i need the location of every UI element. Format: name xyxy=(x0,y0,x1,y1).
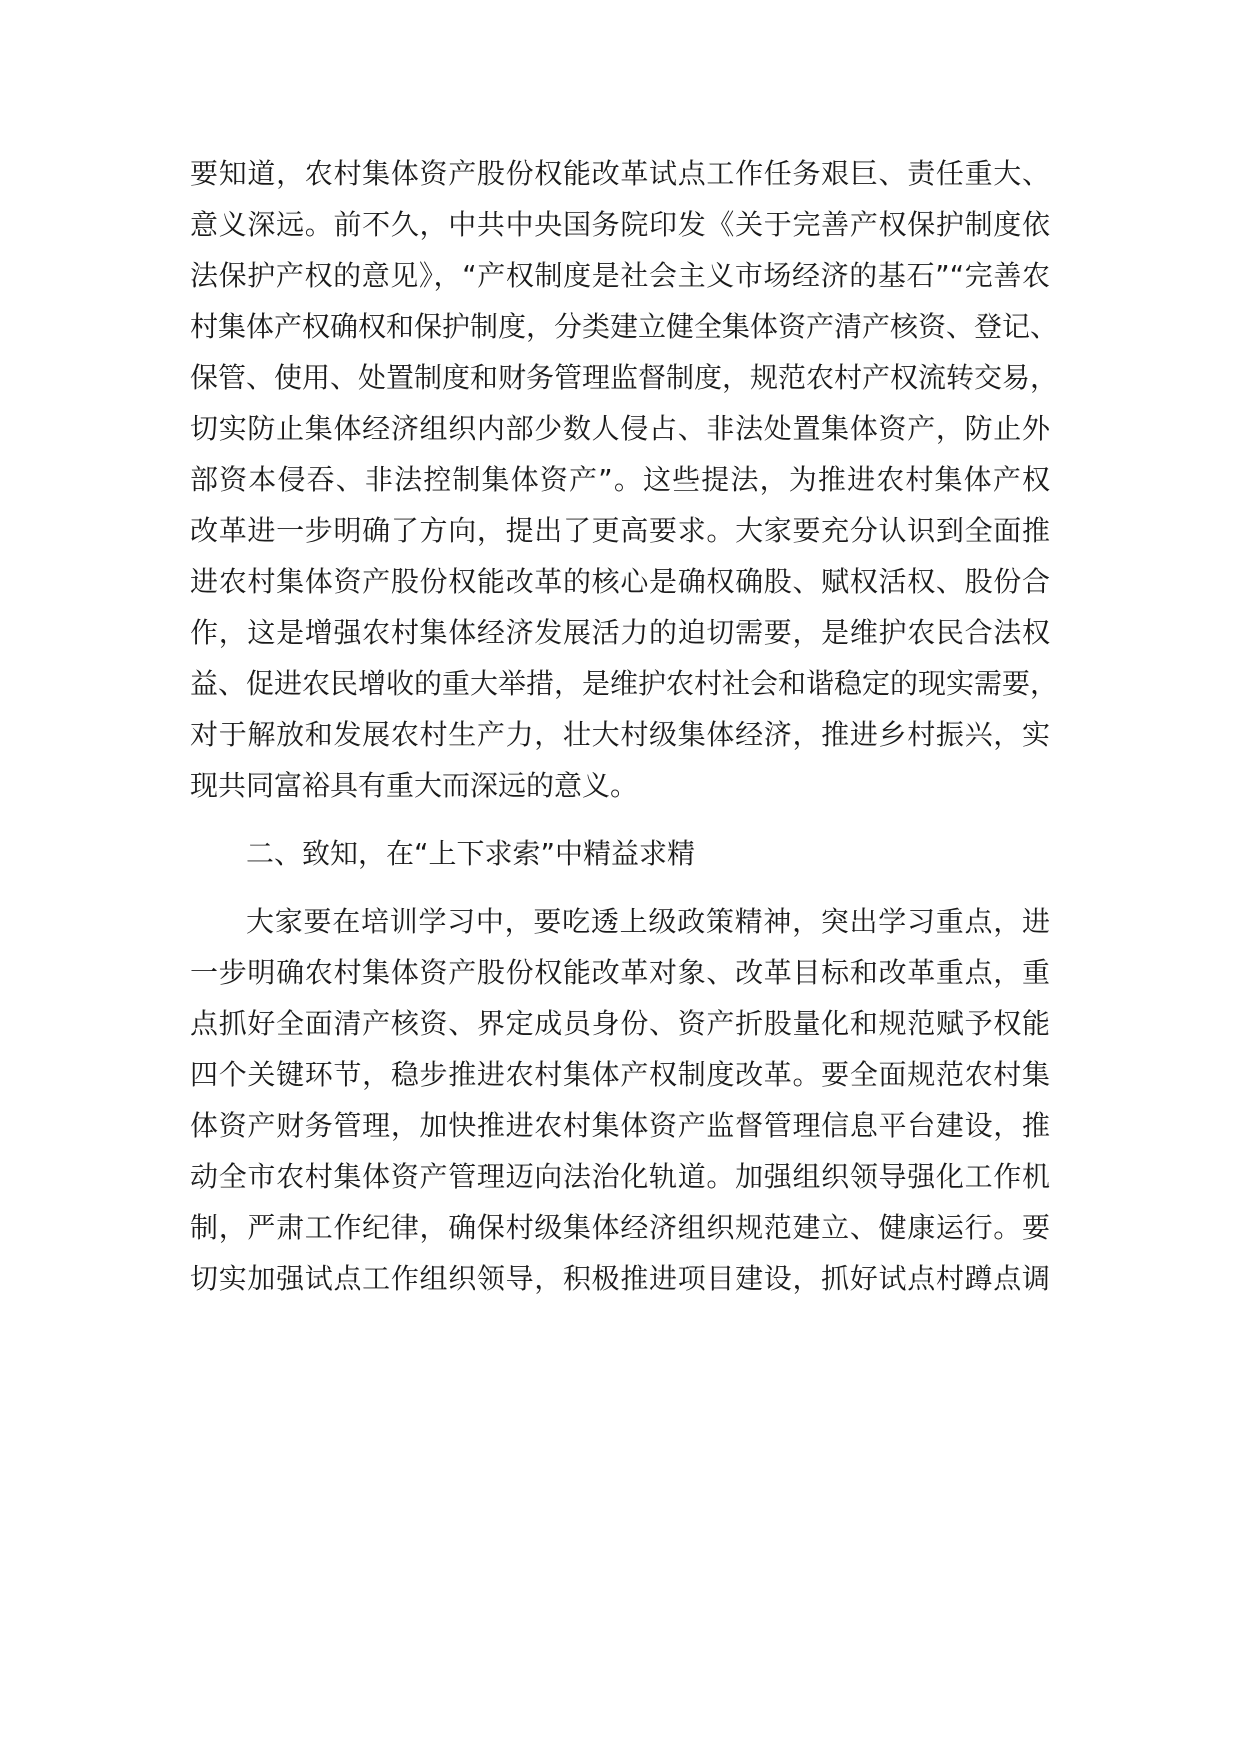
section-heading: 二、致知，在“上下求索”中精益求精 xyxy=(246,837,696,870)
paragraph-line: 要知道，农村集体资产股份权能改革试点工作任务艰巨、责任重大、 xyxy=(190,157,1050,190)
paragraph-line: 村集体产权确权和保护制度，分类建立健全集体资产清产核资、登记、 xyxy=(190,310,1059,343)
paragraph-line: 体资产财务管理，加快推进农村集体资产监督管理信息平台建设，推 xyxy=(190,1109,1050,1142)
paragraph-line: 点抓好全面清产核资、界定成员身份、资产折股量化和规范赋予权能 xyxy=(190,1007,1050,1040)
paragraph-line: 保管、使用、处置制度和财务管理监督制度，规范农村产权流转交易， xyxy=(190,361,1059,394)
paragraph-line: 制，严肃工作纪律，确保村级集体经济组织规范建立、健康运行。要 xyxy=(190,1211,1050,1244)
document-body xyxy=(190,148,1059,1304)
paragraph-line: 切实加强试点工作组织领导，积极推进项目建设，抓好试点村蹲点调 xyxy=(190,1262,1050,1295)
paragraph-line: 法保护产权的意见》，“产权制度是社会主义市场经济的基石”“完善农 xyxy=(190,259,1050,292)
paragraph-1 xyxy=(190,148,1059,811)
paragraph-line: 动全市农村集体资产管理迈向法治化轨道。加强组织领导强化工作机 xyxy=(190,1160,1050,1193)
paragraph-line: 部资本侵吞、非法控制集体资产”。这些提法，为推进农村集体产权 xyxy=(190,463,1050,496)
paragraph-line: 现共同富裕具有重大而深远的意义。 xyxy=(190,769,639,802)
paragraph-line: 益、促进农民增收的重大举措，是维护农村社会和谐稳定的现实需要， xyxy=(190,667,1059,700)
paragraph-line: 大家要在培训学习中，要吃透上级政策精神，突出学习重点，进 xyxy=(246,905,1050,938)
paragraph-line: 意义深远。前不久，中共中央国务院印发《关于完善产权保护制度依 xyxy=(190,208,1050,241)
paragraph-line: 作，这是增强农村集体经济发展活力的迫切需要，是维护农民合法权 xyxy=(190,616,1050,649)
paragraph-line: 四个关键环节，稳步推进农村集体产权制度改革。要全面规范农村集 xyxy=(190,1058,1050,1091)
paragraph-line: 切实防止集体经济组织内部少数人侵占、非法处置集体资产，防止外 xyxy=(190,412,1050,445)
paragraph-line: 一步明确农村集体资产股份权能改革对象、改革目标和改革重点，重 xyxy=(190,956,1050,989)
paragraph-line: 进农村集体资产股份权能改革的核心是确权确股、赋权活权、股份合 xyxy=(190,565,1050,598)
paragraph-2 xyxy=(190,896,1050,1304)
paragraph-line: 改革进一步明确了方向，提出了更高要求。大家要充分认识到全面推 xyxy=(190,514,1050,547)
paragraph-line: 对于解放和发展农村生产力，壮大村级集体经济，推进乡村振兴，实 xyxy=(190,718,1050,751)
